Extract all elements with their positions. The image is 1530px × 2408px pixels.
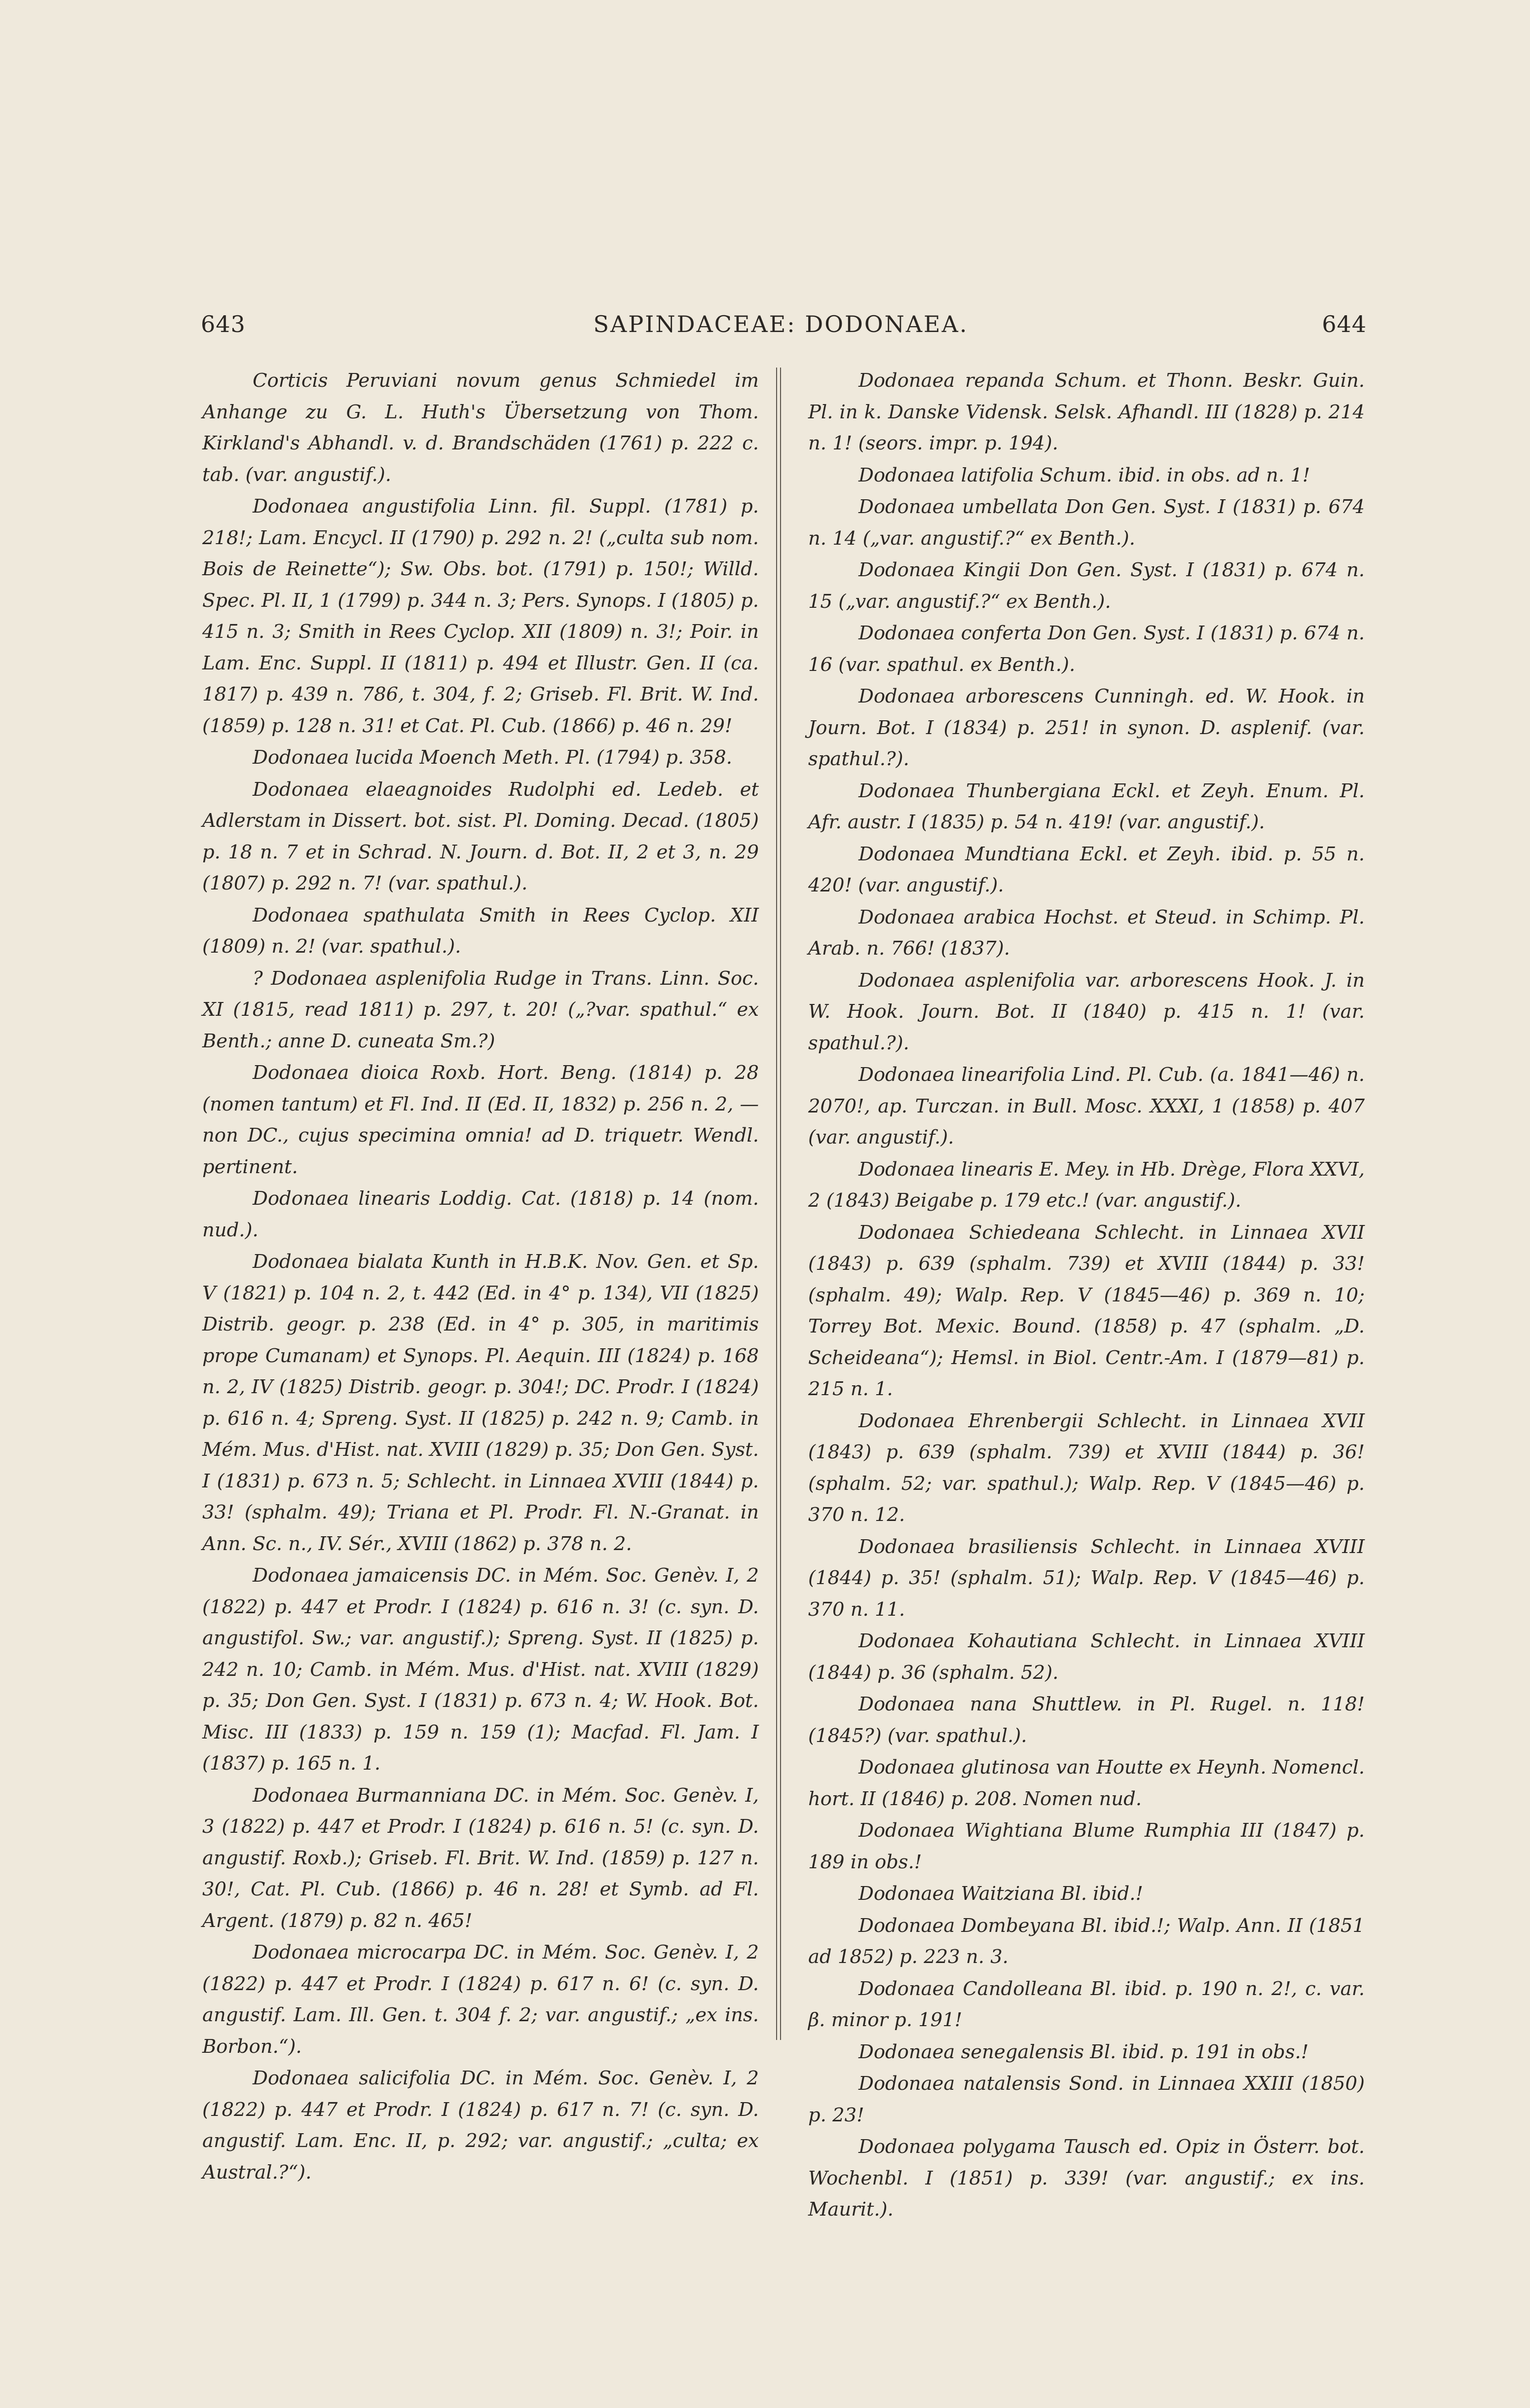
synonym-entry: Dodonaea brasiliensis Schlecht. in Linnaea XVIII (1844) p. 35! (sphalm. 51); Walp. Rep. V (1845—46) p. 370 n. 11. <box>808 1535 1365 1621</box>
synonym-entry: Dodonaea Ehrenbergii Schlecht. in Linnaea XVII (1843) p. 639 (sphalm. 739) et XVIII (1844) p. 36! (sphalm. 52; var. spathul.); Walp. Rep. V (1845—46) p. 370 n. 12. <box>808 1409 1365 1526</box>
right-column <box>808 365 1365 2226</box>
synonym-entry: Dodonaea jamaicensis DC. in Mém. Soc. Genèv. I, 2 (1822) p. 447 et Prodr. I (1824) p. 616 n. 3! (c. syn. D. angustifol. Sw.; var. angustif.); Spreng. Syst. II (1825) p. 242 n. 10; Camb. in Mém. Mus. d'Hist. nat. XVIII (1829) p. 35; Don Gen. Syst. I (1831) p. 673 n. 4; W. Hook. Bot. Misc. III (1833) p. 159 n. 159 (1); Macfad. Fl. Jam. I (1837) p. 165 n. 1. <box>202 1564 759 1775</box>
page-number-right: 644 <box>1322 311 1367 337</box>
synonym-entry: Dodonaea linearis Loddig. Cat. (1818) p. 14 (nom. nud.). <box>202 1187 759 1241</box>
running-title: SAPINDACEAE: DODONAEA. <box>593 311 969 337</box>
synonym-entry: Dodonaea lucida Moench Meth. Pl. (1794) p. 358. <box>253 746 732 769</box>
synonym-entry: Dodonaea spathulata Smith in Rees Cyclop. XII (1809) n. 2! (var. spathul.). <box>202 904 759 958</box>
synonym-entry: Dodonaea senegalensis Bl. ibid. p. 191 in obs.! <box>858 2040 1309 2063</box>
synonym-entry: Dodonaea bialata Kunth in H.B.K. Nov. Gen. et Sp. V (1821) p. 104 n. 2, t. 442 (Ed. in 4° p. 134), VII (1825) Distrib. geogr. p. 238 (Ed. in 4° p. 305, in maritimis prope Cumanam) et Synops. Pl. Aequin. III (1824) p. 168 n. 2, IV (1825) Distrib. geogr. p. 304!; DC. Prodr. I (1824) p. 616 n. 4; Spreng. Syst. II (1825) p. 242 n. 9; Camb. in Mém. Mus. d'Hist. nat. XVIII (1829) p. 35; Don Gen. Syst. I (1831) p. 673 n. 5; Schlecht. in Linnaea XVIII (1844) p. 33! (sphalm. 49); Triana et Pl. Prodr. Fl. N.-Granat. in Ann. Sc. n., IV. Sér., XVIII (1862) p. 378 n. 2. <box>202 1251 759 1555</box>
synonym-entry: Dodonaea Mundtiana Eckl. et Zeyh. ibid. p. 55 n. 420! (var. angustif.). <box>808 843 1365 896</box>
column-divider-line <box>776 368 777 2040</box>
synonym-entry: Dodonaea Kohautiana Schlecht. in Linnaea XVIII (1844) p. 36 (sphalm. 52). <box>808 1630 1365 1684</box>
synonym-entry: Dodonaea linearifolia Lind. Pl. Cub. (a. 1841—46) n. 2070!, ap. Turczan. in Bull. Mosc. XXXI, 1 (1858) p. 407 (var. angustif.). <box>808 1064 1365 1148</box>
synonym-entry: Dodonaea Dombeyana Bl. ibid.!; Walp. Ann. II (1851 ad 1852) p. 223 n. 3. <box>808 1914 1365 1968</box>
synonym-entry: Dodonaea Kingii Don Gen. Syst. I (1831) p. 674 n. 15 („var. angustif.?“ ex Benth.). <box>808 559 1365 613</box>
synonym-entry: Dodonaea asplenifolia var. arborescens Hook. J. in W. Hook. Journ. Bot. II (1840) p. 415 n. 1! (var. spathul.?). <box>808 969 1365 1054</box>
page-header <box>195 311 1367 350</box>
synonym-entry: Dodonaea conferta Don Gen. Syst. I (1831) p. 674 n. 16 (var. spathul. ex Benth.). <box>808 622 1365 676</box>
synonym-entry: Dodonaea elaeagnoides Rudolphi ed. Ledeb. et Adlerstam in Dissert. bot. sist. Pl. Doming. Decad. (1805) p. 18 n. 7 et in Schrad. N. Journ. d. Bot. II, 2 et 3, n. 29 (1807) p. 292 n. 7! (var. spathul.). <box>202 778 759 894</box>
page-number-left: 643 <box>201 311 246 337</box>
synonym-entry: Dodonaea Waitziana Bl. ibid.! <box>858 1883 1143 1905</box>
synonym-entry: Dodonaea nana Shuttlew. in Pl. Rugel. n. 118! (1845?) (var. spathul.). <box>808 1693 1365 1747</box>
synonym-entry: Dodonaea arborescens Cunningh. ed. W. Hook. in Journ. Bot. I (1834) p. 251! in synon. D. asplenif. (var. spathul.?). <box>808 685 1365 770</box>
synonym-entry: Dodonaea dioica Roxb. Hort. Beng. (1814) p. 28 (nomen tantum) et Fl. Ind. II (Ed. II, 1832) p. 256 n. 2, — non DC., cujus specimina omnia! ad D. triquetr. Wendl. pertinent. <box>202 1062 759 1178</box>
synonym-entry: Corticis Peruviani novum genus Schmiedel im Anhange zu G. L. Huth's Übersetzung von Thom. Kirkland's Abhandl. v. d. Brandschäden (1761) p. 222 c. tab. (var. angustif.). <box>202 370 759 486</box>
synonym-entry: Dodonaea latifolia Schum. ibid. in obs. ad n. 1! <box>858 464 1310 486</box>
synonym-entry: Dodonaea polygama Tausch ed. Opiz in Österr. bot. Wochenbl. I (1851) p. 339! (var. angustif.; ex ins. Maurit.). <box>808 2136 1365 2221</box>
synonym-entry: Dodonaea Wightiana Blume Rumphia III (1847) p. 189 in obs.! <box>808 1819 1365 1873</box>
synonym-entry: Dodonaea glutinosa van Houtte ex Heynh. Nomencl. hort. II (1846) p. 208. Nomen nud. <box>808 1756 1365 1810</box>
synonym-entry: Dodonaea salicifolia DC. in Mém. Soc. Genèv. I, 2 (1822) p. 447 et Prodr. I (1824) p. 617 n. 7! (c. syn. D. angustif. Lam. Enc. II, p. 292; var. angustif.; „culta; ex Austral.?“). <box>202 2067 759 2184</box>
column-divider-line <box>780 368 781 2040</box>
synonym-entry: Dodonaea natalensis Sond. in Linnaea XXIII (1850) p. 23! <box>808 2073 1365 2126</box>
synonym-entry: Dodonaea Thunbergiana Eckl. et Zeyh. Enum. Pl. Afr. austr. I (1835) p. 54 n. 419! (var. angustif.). <box>808 779 1365 833</box>
synonym-entry: Dodonaea Candolleana Bl. ibid. p. 190 n. 2!, c. var. β. minor p. 191! <box>808 1977 1365 2031</box>
synonym-entry: Dodonaea repanda Schum. et Thonn. Beskr. Guin. Pl. in k. Danske Vidensk. Selsk. Afhandl. III (1828) p. 214 n. 1! (seors. impr. p. 194). <box>808 370 1365 454</box>
synonym-entry: Dodonaea arabica Hochst. et Steud. in Schimp. Pl. Arab. n. 766! (1837). <box>808 906 1365 960</box>
synonym-entry: Dodonaea linearis E. Mey. in Hb. Drège, Flora XXVI, 2 (1843) Beigabe p. 179 etc.! (var. angustif.). <box>808 1158 1365 1212</box>
synonym-entry: ? Dodonaea asplenifolia Rudge in Trans. Linn. Soc. XI (1815, read 1811) p. 297, t. 20! („?var. spathul.“ ex Benth.; anne D. cuneata Sm.?) <box>202 967 759 1052</box>
synonym-entry: Dodonaea Burmanniana DC. in Mém. Soc. Genèv. I, 3 (1822) p. 447 et Prodr. I (1824) p. 616 n. 5! (c. syn. D. angustif. Roxb.); Griseb. Fl. Brit. W. Ind. (1859) p. 127 n. 30!, Cat. Pl. Cub. (1866) p. 46 n. 28! et Symb. ad Fl. Argent. (1879) p. 82 n. 465! <box>202 1784 759 1932</box>
synonym-entry: Dodonaea Schiedeana Schlecht. in Linnaea XVII (1843) p. 639 (sphalm. 739) et XVIII (1844) p. 33! (sphalm. 49); Walp. Rep. V (1845—46) p. 369 n. 10; Torrey Bot. Mexic. Bound. (1858) p. 47 (sphalm. „D. Scheideana“); Hemsl. in Biol. Centr.-Am. I (1879—81) p. 215 n. 1. <box>808 1221 1365 1400</box>
left-column <box>202 365 759 2188</box>
synonym-entry: Dodonaea angustifolia Linn. fil. Suppl. (1781) p. 218!; Lam. Encycl. II (1790) p. 292 n. 2! („culta sub nom. Bois de Reinette“); Sw. Obs. bot. (1791) p. 150!; Willd. Spec. Pl. II, 1 (1799) p. 344 n. 3; Pers. Synops. I (1805) p. 415 n. 3; Smith in Rees Cyclop. XII (1809) n. 3!; Poir. in Lam. Enc. Suppl. II (1811) p. 494 et Illustr. Gen. II (ca. 1817) p. 439 n. 786, t. 304, f. 2; Griseb. Fl. Brit. W. Ind. (1859) p. 128 n. 31! et Cat. Pl. Cub. (1866) p. 46 n. 29! <box>202 495 759 737</box>
synonym-entry: Dodonaea microcarpa DC. in Mém. Soc. Genèv. I, 2 (1822) p. 447 et Prodr. I (1824) p. 617 n. 6! (c. syn. D. angustif. Lam. Ill. Gen. t. 304 f. 2; var. angustif.; „ex ins. Borbon.“). <box>202 1941 759 2058</box>
synonym-entry: Dodonaea umbellata Don Gen. Syst. I (1831) p. 674 n. 14 („var. angustif.?“ ex Benth.). <box>808 496 1365 550</box>
